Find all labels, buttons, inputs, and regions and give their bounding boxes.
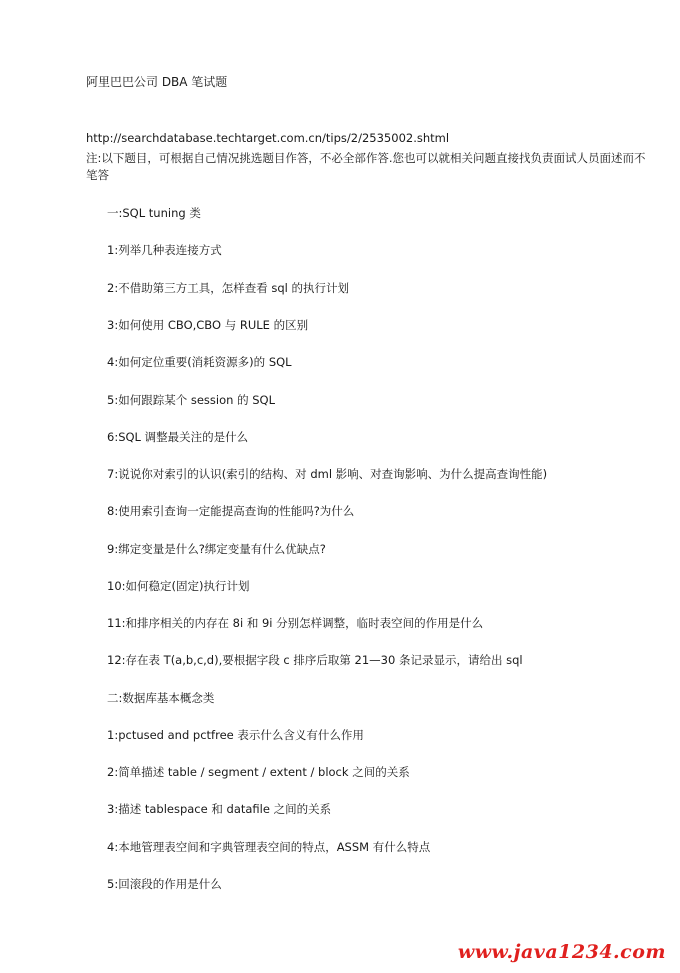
question-item: 10:如何稳定(固定)执行计划 <box>107 579 250 593</box>
source-url: http://searchdatabase.techtarget.com.cn/tips/2/2535002.shtml <box>86 131 450 145</box>
question-item: 12:存在表 T(a,b,c,d),要根据字段 c 排序后取第 21—30 条记录显示，请给出 sql <box>107 653 523 667</box>
question-item: 11:和排序相关的内存在 8i 和 9i 分别怎样调整，临时表空间的作用是什么 <box>107 616 484 630</box>
document-title: 阿里巴巴公司 DBA 笔试题 <box>86 75 228 89</box>
question-item: 1:列举几种表连接方式 <box>107 243 222 257</box>
question-item: 5:回滚段的作用是什么 <box>107 877 222 891</box>
question-item: 9:绑定变量是什么?绑定变量有什么优缺点? <box>107 542 326 556</box>
question-item: 8:使用索引查询一定能提高查询的性能吗?为什么 <box>107 504 355 518</box>
question-item: 1:pctused and pctfree 表示什么含义有什么作用 <box>107 728 364 742</box>
section-heading-db-concepts: 二:数据库基本概念类 <box>107 691 215 705</box>
question-item: 3:如何使用 CBO,CBO 与 RULE 的区别 <box>107 318 309 332</box>
question-item: 3:描述 tablespace 和 datafile 之间的关系 <box>107 802 332 816</box>
question-item: 7:说说你对索引的认识(索引的结构、对 dml 影响、对查询影响、为什么提高查询性能) <box>107 467 548 481</box>
site-watermark: www.java1234.com <box>457 941 666 963</box>
question-item: 4:如何定位重要(消耗资源多)的 SQL <box>107 355 292 369</box>
question-item: 6:SQL 调整最关注的是什么 <box>107 430 249 444</box>
section-heading-sql-tuning: 一:SQL tuning 类 <box>107 206 201 220</box>
question-item: 5:如何跟踪某个 session 的 SQL <box>107 393 275 407</box>
question-item: 2:不借助第三方工具，怎样查看 sql 的执行计划 <box>107 281 349 295</box>
question-item: 2:简单描述 table / segment / extent / block 之间的关系 <box>107 765 410 779</box>
question-item: 4:本地管理表空间和字典管理表空间的特点，ASSM 有什么特点 <box>107 840 431 854</box>
instructions-note: 注:以下题目，可根据自己情况挑选题目作答，不必全部作答.您也可以就相关问题直接找负责面试人员面述而不笔答 <box>86 151 646 182</box>
